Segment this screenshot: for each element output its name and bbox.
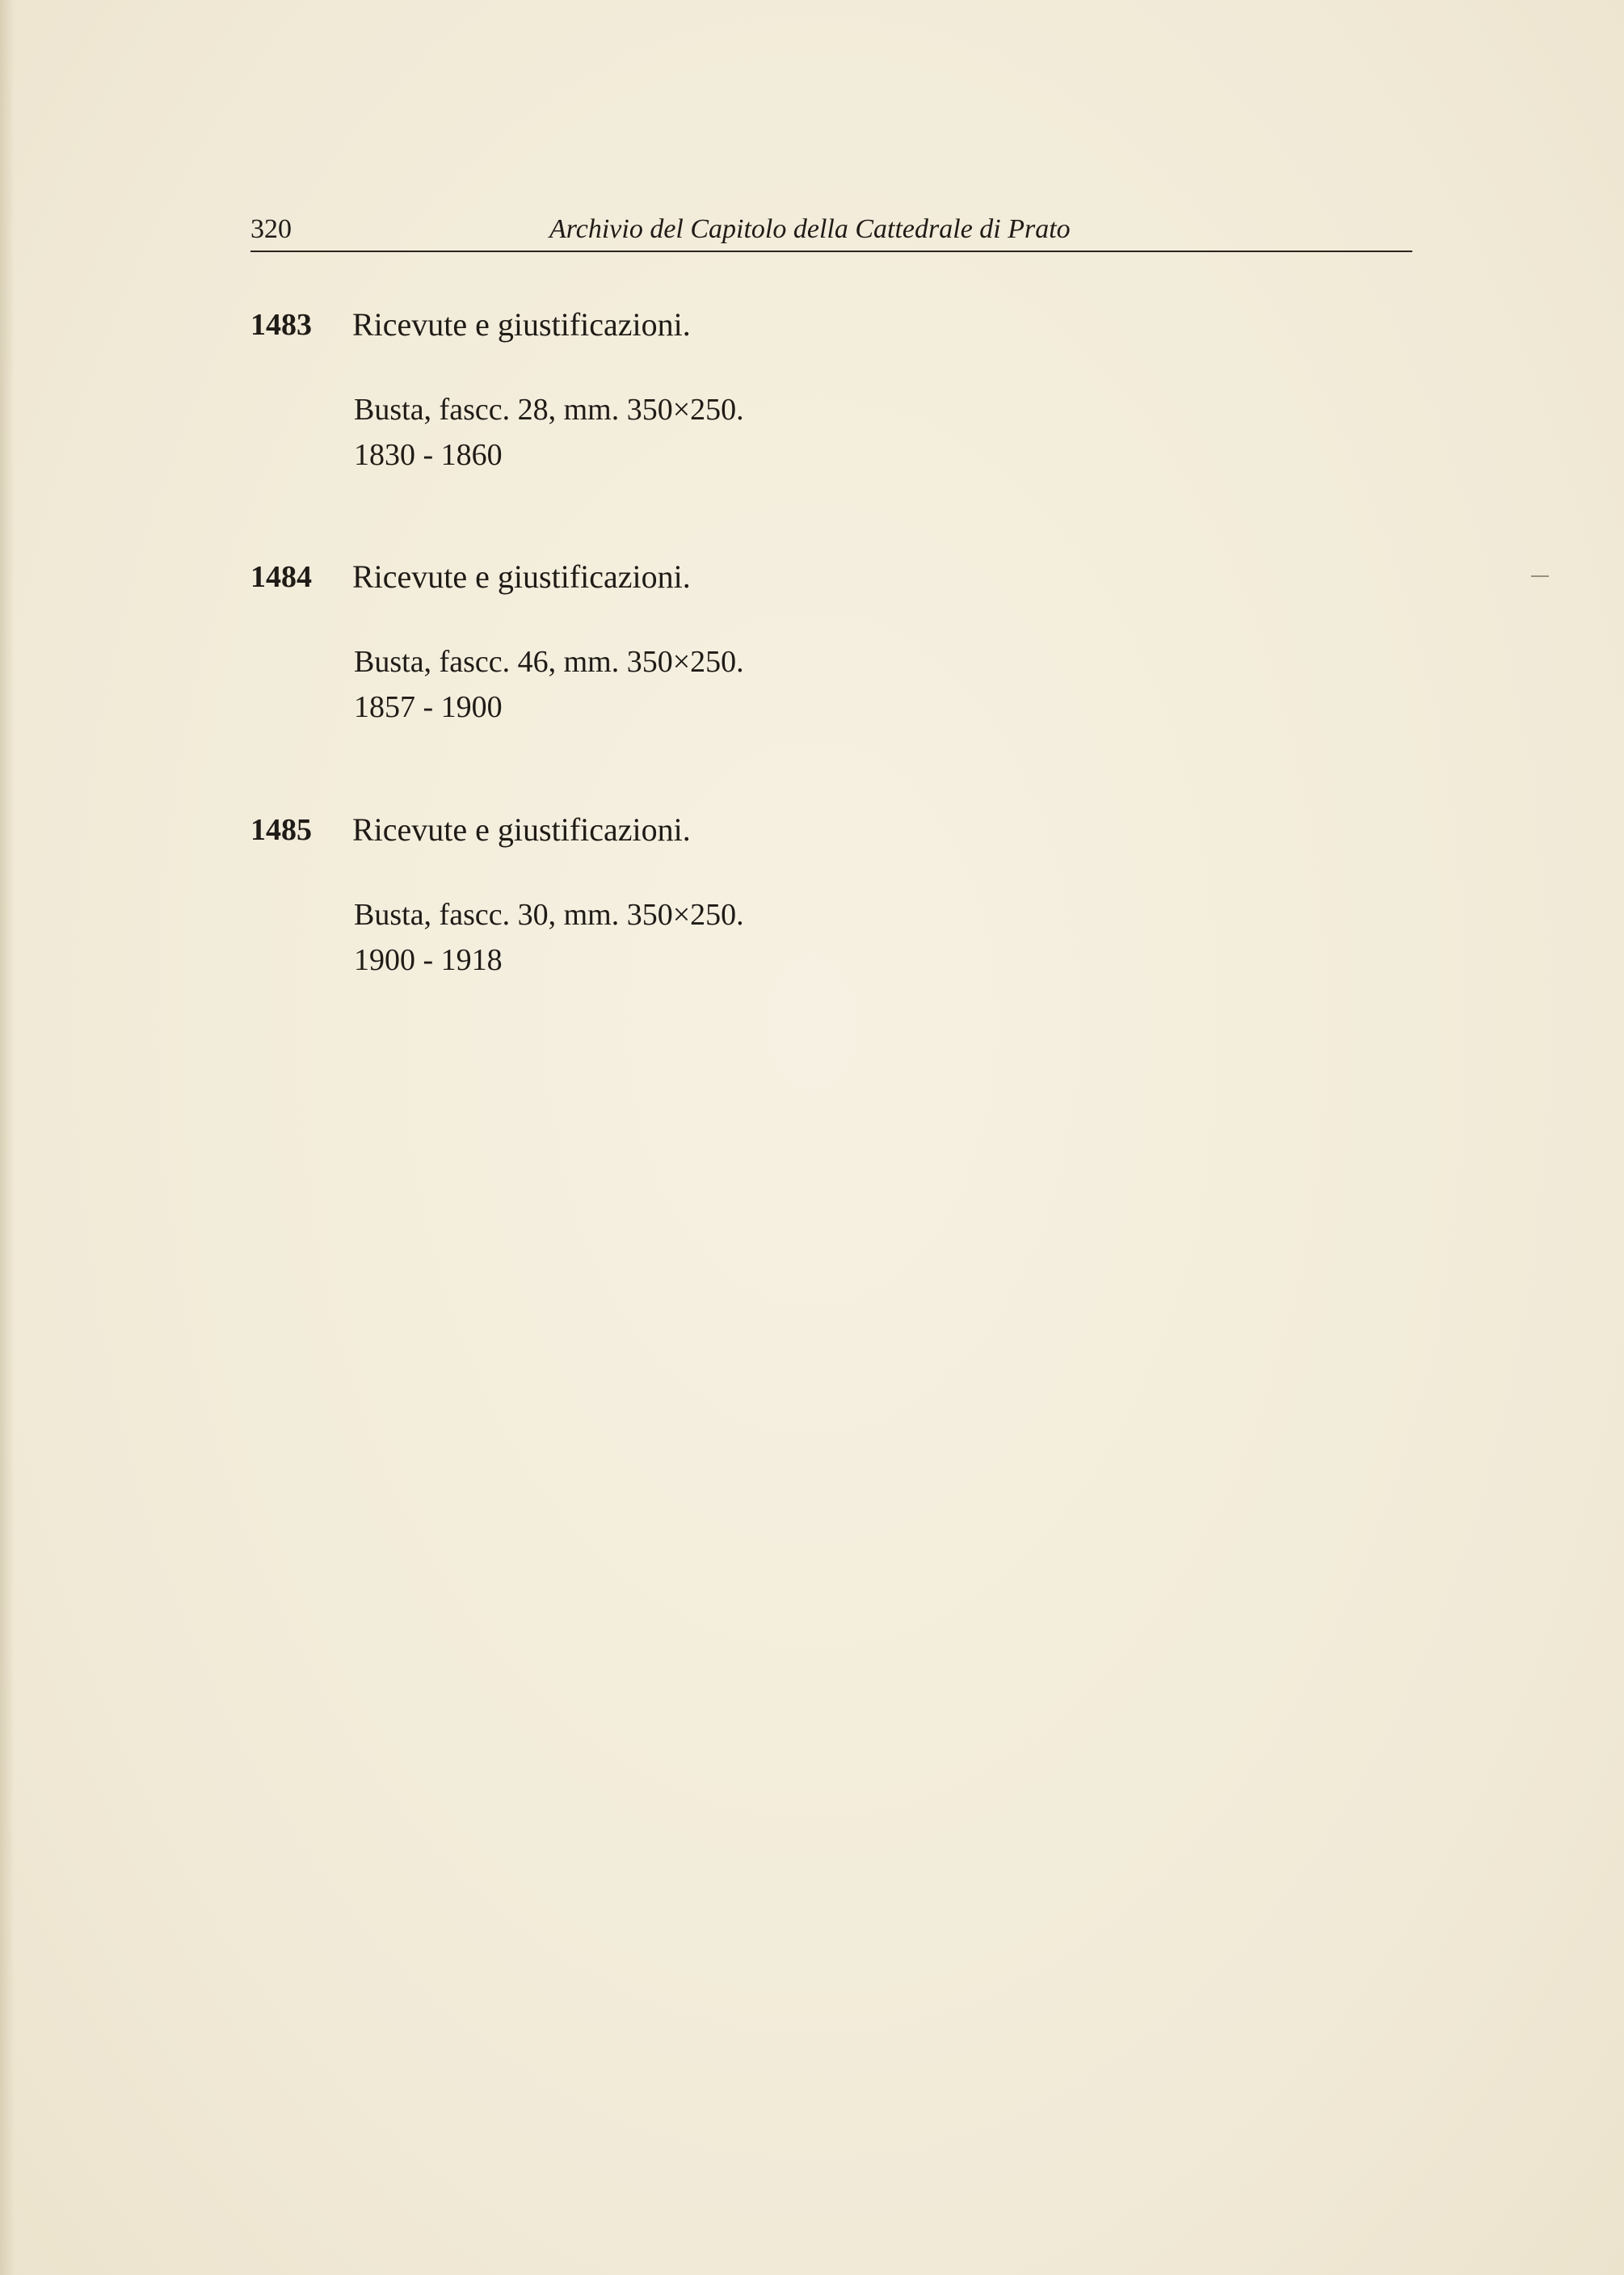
entry-dates: 1857 - 1900 bbox=[354, 690, 503, 724]
entry-dates: 1830 - 1860 bbox=[354, 438, 503, 472]
entry-dates: 1900 - 1918 bbox=[354, 943, 503, 977]
entry-title: Ricevute e giustificazioni. bbox=[352, 811, 691, 848]
running-head bbox=[250, 209, 1412, 252]
page-number: 320 bbox=[250, 214, 292, 244]
entry-description: Busta, fascc. 28, mm. 350×250. bbox=[354, 393, 744, 427]
entry-description: Busta, fascc. 30, mm. 350×250. bbox=[354, 898, 744, 932]
entry-number: 1485 bbox=[250, 813, 312, 847]
entry-title: Ricevute e giustificazioni. bbox=[352, 558, 691, 595]
entry-description: Busta, fascc. 46, mm. 350×250. bbox=[354, 645, 744, 679]
entry-number: 1483 bbox=[250, 308, 312, 342]
archive-entry bbox=[250, 558, 1414, 744]
entry-number: 1484 bbox=[250, 560, 312, 594]
archive-entry bbox=[250, 305, 1414, 491]
entry-title: Ricevute e giustificazioni. bbox=[352, 306, 691, 343]
archive-entry bbox=[250, 811, 1414, 996]
running-head-title: Archivio del Capitolo della Cattedrale di Prato bbox=[549, 214, 1071, 244]
margin-mark bbox=[1531, 575, 1549, 577]
spine-shadow bbox=[0, 0, 15, 2275]
